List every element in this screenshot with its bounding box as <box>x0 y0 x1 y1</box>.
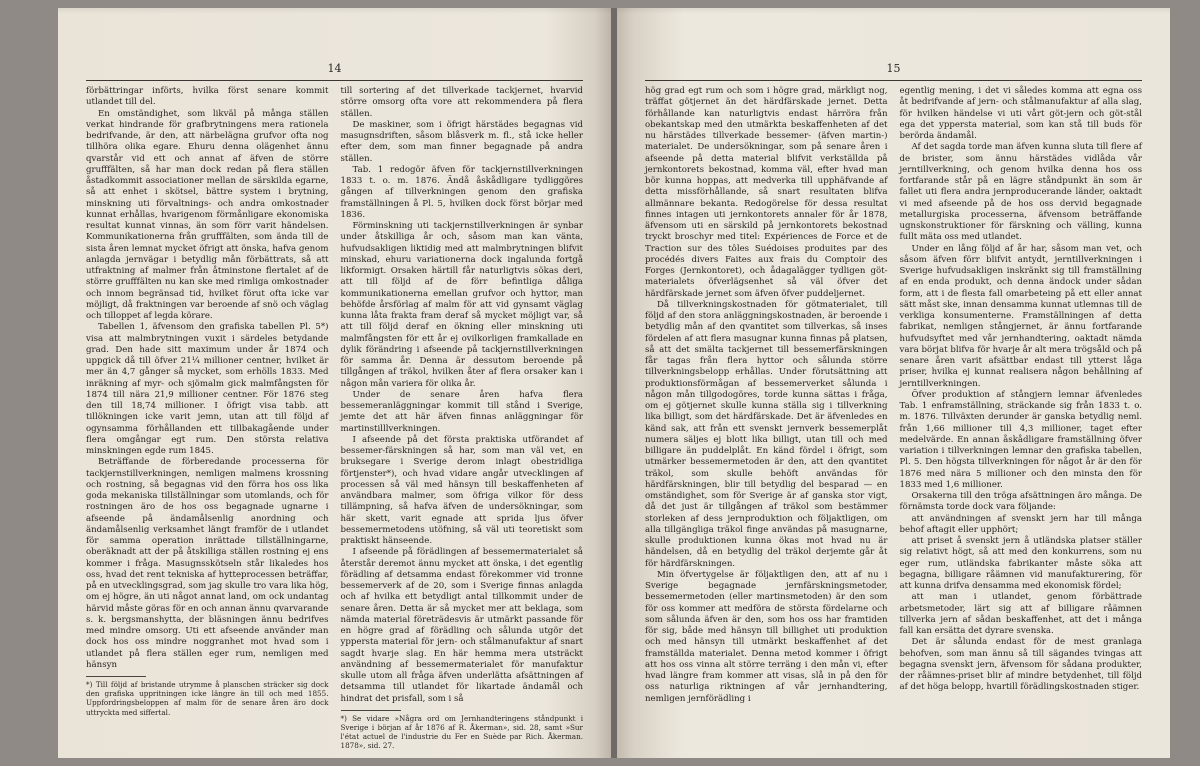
paragraph: Det är sålunda endast för de mest granlaga behofven, som man ännu så till sägandes tvingas att begagna svenskt jern, äfvensom för sådana produkter, der råämnes-priset blir af mindre betydenhet, till följd af det höga belopp, hvartill förädlingskostnaden stiger. <box>899 637 1142 693</box>
right-column-2 <box>900 86 1143 738</box>
paragraph: Under en lång följd af år har, såsom man vet, och såsom äfven förr blifvit antydt, jerntillverkningen i Sverige hufvudsakligen inskränkt sig till framställning af en enda produkt, och denna ändock under sådan form, att i de flesta fall omarbeteing på ett eller annat sätt måst ske, innan densamma kunnat utlemnas till de verkliga konsumenterne. Framställningen af detta fabrikat, nemligen stångjernet, är ännu fortfarande hufvudsyftet med vår jernhandtering, oaktadt nämda vara börjat blifva för hvarje år alt mera trögsåld och på senare åren varit afsättbar endast till ytterst låga priser, hvilka ej kunnat realisera någon behållning af jerntillverkningen. <box>899 243 1142 389</box>
page-edge-shadow <box>58 8 611 14</box>
left-column-1 <box>86 86 329 738</box>
left-page <box>58 8 611 758</box>
paragraph: I afseende på det första praktiska utförandet af bessemer-färskningen så har, som man väl vet, en bruksegare i Sverige derom inlagt obestridliga förtjenster*), och hvad vidare angår utvecklingen af processen så väl med hänsyn till beskaffenheten af användbara malmer, som öfriga vilkor för dess tillämpning, så hafva äfven de undersökningar, som här skett, varit egnade att sprida ljus öfver bessemermetodens utöfning, så väl uti teoretiskt som praktiskt hänseende. <box>340 434 583 546</box>
paragraph: Under de senare åren hafva flera bessemeranläggningar kommit till stånd i Sverige, jemte det att här äfven finnas anläggningar för martinstilllverkningen. <box>340 389 583 434</box>
paragraph: Min öfvertygelse är följaktligen den, att af nu i Sverige begagnade jernfärskningsmetoder, bessemermetoden (eller martinsmetoden) är den som för oss kommer att medföra de största fördelarne och som sålunda äfven är den, som hos oss har framtiden för sig, både med hänsyn till billighet uti produktion och med hänsyn till utmärkt beskaffenhet af det framställda materialet. Denna metod kommer i öfrigt att hos oss vinna alt större terräng i den mån vi, efter hvad längre fram kommer att visas, slå in på den för oss naturliga riktningen af vår jernhandtering, nemligen jernförädling i <box>645 569 888 704</box>
footnote: *) Se vidare »Några ord om Jernhandteringens ståndpunkt i Sverige i början af år 1876 af R. Åkerman», sid. 28, samt »Sur l'état actuel de l'industrie du Fer en Suède par Rich. Åkerman. 1878», sid. 27. <box>340 713 583 751</box>
paragraph: I afseende på förädlingen af bessemermaterialet så återstår deremot ännu mycket att önska, i det egentlig förädling af detsamma endast förekommer vid tronne bessemerverk af de 20, som i Sverige finnas anlagda och af hvilka ett betydligt antal tillkommit under de senare åren. Detta är så mycket mer att beklaga, som nämda material företrädesvis är utmärkt passande för en högre grad af förädling och sålunda utgör det ypperstа material för jern- och stålmanufaktur af snart sagdt hvarje slag. En här hemma mera utsträckt användning af bessemermaterialet för manufaktur skulle utom all fråga äfven underlätta afsättningen af detsamma till utlandet för likartade ändamål och hindrat det prisfall, som i så <box>340 547 583 704</box>
right-page-columns <box>645 86 1142 738</box>
paragraph: Tab. 1 redogör äfven för tackjernstillverkningen 1833 t. o. m. 1876. Ändå åskådligare tydliggöres gången af tillverkningen genom den grafiska framställningen å Pl. 5, hvilken dock först börjar med 1836. <box>340 164 583 220</box>
paragraph: egentlig mening, i det vi således komma att egna oss åt bedrifvande af jern- och stålmanufaktur af alla slag, för hvilken händelse vi uti vårt göt-jern och göt-stål ega det ypperstа material, som kan stå till buds för berörda ändamål. <box>899 86 1142 141</box>
left-column-2 <box>340 86 584 751</box>
paragraph: En omständighet, som likväl på många ställen verkat hindrande för grafbrytningens mera rationela bedrifvande, är den, att närbelägna grufvor ofta nog tillhöra olika egare. Ehuru denna olägenhet ännu qvarstår vid ett och annat af äfven de större grufffälten, så har man dock redan på flera ställen åstadkommit associationer mellan de särskilda egarne, så att enhet i skötsel, bättre system i brytning, minskning uti förvaltnings- och andra omkostnader kunnat erhållas, hvarigenom förmånligare ekonomiska resultat kunnat vinnas, än som förr varit händelsen. Kommunikationerna från grufffälten, som ända till de sista åren lemnat mycket öfrigt att önska, hafva genom anlagda jernvägar i betydlig mån förbättrats, så att utfraktning af malmer från åtminstone flertalet af de större grufffälten nu kan ske med rimliga omkostnader och innom begränsad tid, hvilket förut ofta icke var möjligt, då fraktningen var beroende af snö och väglag och tilloppet af legda körare. <box>86 108 329 321</box>
left-page-columns <box>86 86 583 751</box>
header-rule <box>645 80 1142 81</box>
right-page <box>617 8 1170 758</box>
right-page-number: 15 <box>886 62 901 75</box>
paragraph: förbättringar införts, hvilka först senare kommit utlandet till del. <box>86 86 329 108</box>
paragraph: Tabellen 1, äfvensom den grafiska tabellen Pl. 5*) visa att malmbrytningen vuxit i särdeles betydande grad. Den hade sitt maximum under år 1874 och uppgick då till öfver 21¹⁄₄ millioner centner, hvilket är mer än 4,7 gånger så mycket, som erhölls 1833. Med inräkning af myr- och sjömalm gick malmfångsten för 1874 till nära 21,9 millioner centner. För 1876 steg den till 18,74 millioner. I öfrigt visa tabb. att tillökningen icke varit jemn, utan att till följd af ogynsamma förhållanden ett tillbakagående under flera omgångar egt rum. Den största relativa minskningen egde rum 1845. <box>86 322 329 456</box>
header-rule <box>86 80 583 81</box>
paragraph: att priset å svenskt jern å utländska platser ställer sig relativt högt, så att med den konkurrens, som nu eger rum, utländska fabrikanter måste söka att begagna, billigare råämnen vid manufakturering, för att kunna drifva densamma med ekonomisk fördel; <box>899 536 1142 591</box>
paragraph: Beträffande de förberedande processerna för tackjernstillverkningen, nemligen malmens krossning och rostning, så begagnas vid den förra hos oss lika goda mekaniska tillställningar som utomlands, och för rostningen äro de hos oss begagnade ugnarne i afseende på ändamålsenlig anordning och ändamålsenlig verksamhet längt framför de i utlandet för samma operation inrättade tillställningarne, oberäknadt att der på åtskilliga ställen rostning ej ens kommer i fråga. Masugnsskötseln står likaledes hos oss, hvad det rent tekniska af hytteprocessen beträffar, på en utvecklingsgrad, som jag skulle tro vara lika hög, om ej högre, än uti något annat land, om ock undantag härvid måste göras för en och annan ännu qvarvarande s. k. bergsmanshytta, der bläsningen ännu bedrifves med mindre omsorg. Uti ett afseende använder man dock hos oss mindre noggranhet mot hvad som i utlandet på flera ställen eger rum, nemligen med hänsyn <box>86 457 329 670</box>
paragraph: Då tillverkningskostnaden för götmaterialet, till följd af den stora anläggningskostnaden, är beroende i betydlig mån af den qvantitet som tillverkas, så inses fördelen af att flera masugnar kunna finnas på platsen, så att det smälta tackjernet till bessemerfärskningen får tagas från flera hyttor och sålunda större tillverkningsbelopp erhållas. Under förutsättning att produktionsförmågan af bessemerverket sålunda i någon mån tillgodogöres, torde kunna sättas i fråga, om ej götjernet skulle kunna ställa sig i tillverkning lika billigt, som det härdfärskade. Det är äfvenledes en känd sak, att från ett svenskt jernverk bessemerplåt numera säljes ej blott lika billigt, utan till och med billigare än puddelplåt. En känd fördel i öfrigt, som utmärker bessemermetoden är den, att den qvantitet träkol, som skulle behöft användas för härdfärskningen, blir till betydlig del besparad — en omständighet, som för Sverige är af ganska stor vigt, då det just är tillgången af träkol som bestämmer storleken af dess jernproduktion och följaktligen, om alla tillgängliga träkol finge användas på masugnarne, skulle produktionen kunna ökas mot hvad nu är händelsen, då en betydlig del träkol derjemte går åt för härdfärskningen. <box>645 299 888 569</box>
left-page-number: 14 <box>327 62 342 75</box>
paragraph: att användningen af svenskt jern har till många behof aftagit eller upphört; <box>899 513 1142 535</box>
footnote-rule <box>86 676 146 677</box>
document-spread <box>58 8 1170 758</box>
footnote: *) Till följd af bristande utrymme å planschen sträcker sig dock den grafiska uppritningen icke längre än till och med 1855. Uppfordringsbeloppen af malm för de senare åren äro dock uttryckta med siffertal. <box>86 680 329 717</box>
paragraph: Orsakerna till den tröga afsättningen äro många. De förnämsta torde dock vara följande: <box>899 491 1142 513</box>
footnote-rule <box>341 710 401 711</box>
right-column-1 <box>645 86 888 738</box>
paragraph: De maskiner, som i öfrigt härstädes begagnas vid masugnsdriften, såsom blåsverk m. fl., stå icke heller efter dem, som man finner begagnade på andra ställen. <box>340 119 583 164</box>
page-edge-shadow <box>617 8 1170 14</box>
paragraph: Öfver produktion af stångjern lemnar äfvenledes Tab. 1 enframställning, sträckande sig från 1833 t. o. m. 1876. Tillväxten derunder är ganska betydlig neml. från 1,66 millioner till 4,3 millioner, taget efter medelvärde. En annan åskådligare framställning öfver variation i tillverkningen lemnar den grafiska tabellen, Pl. 5. Den högsta tillverkningen för något år är den för 1876 med nära 5 millioner och den minsta den för 1833 med 1,6 millioner. <box>899 389 1142 490</box>
paragraph: Af det sagda torde man äfven kunna sluta till flere af de brister, som ännu härstädes vidlåda vår jerntillverkning, och genom hvilka denna hos oss fortfarande står på en lägre ståndpunkt än som är fallet uti flera andra jernproducerande länder, oaktadt vi med afseende på de hos oss dervid begagnade metallurgiska processerna, äfvensom beträffande ugnskonstruktioner för färskning och välling, kunna fullt mäta oss med utlandet. <box>899 142 1142 243</box>
paragraph: till sortering af det tillverkade tackjernet, hvarvid större omsorg ofta vore att rekommendera på flera ställen. <box>340 86 583 119</box>
paragraph: att man i utlandet, genom förbättrade arbetsmetoder, lärt sig att af billigare råämnen tillverka jern af sådan beskaffenhet, att det i många fall kan ersätta det dyrare svenska. <box>899 592 1142 636</box>
paragraph: Förminskning uti tackjernstillverkningen är synbar under åtskilliga år och, såsom man kan vänta, hufvudsakligen liktidig med att malmbrytningen blifvit minskad, ehuru variationerna dock ingalunda fortgå likformigt. Orsaken härtill får naturligtvis sökas deri, att till följd af de förr befintliga dåliga kommunikationerna emellan grufvor och hyttor, man behöfde årsförlag af malm för att vid gynsamt väglag kunna låta frakta fram deraf så mycket möjligt var, så att till följd deraf en ökning eller minskning uti malmfångsten för ett år ej ovilkorligen framkallade en dylik förändring i afseende på tackjernstillverkningen för samma år. Denna är dessutom beroende på tillgången af träkol, hvilken åter af flera orsaker kan i någon mån variera för olika år. <box>340 221 583 389</box>
paragraph: hög grad egt rum och som i högre grad, märkligt nog, träffat götjernet än det härdfärskade jernet. Detta förhållande kan naturligtvis endast härröra från obekantskap med den utmärkta beskaffenheten af det nu härstädes tillverkade bessemer- (äfven martin-) materialet. De undersökningar, som på senare åren i afseende på detta material blifvit verkställda på jernkontorets bekostnad, komma väl, efter hvad man bör kunna hoppas, att medverka till upphäfvande af detta missförhållande, så snart resultaten blifva allmännare bekanta. Redogörelse för dessa resultat finnes intagen uti jernkontorets annaler för år 1878, äfvensom uti en särskild på jernkontorets bekostnad tryckt broschyr med titel: Expériences de Force et de Traction sur des tôles Suédoises produites par des procédés divers Faites aux frais du Comptoir des Forges (Jernkontoret), och ådagalägger tydligen göt-materialets öfverlägsenhet så väl öfver det härdfärskade jernet som äfven öfver puddeljernet. <box>645 86 888 299</box>
